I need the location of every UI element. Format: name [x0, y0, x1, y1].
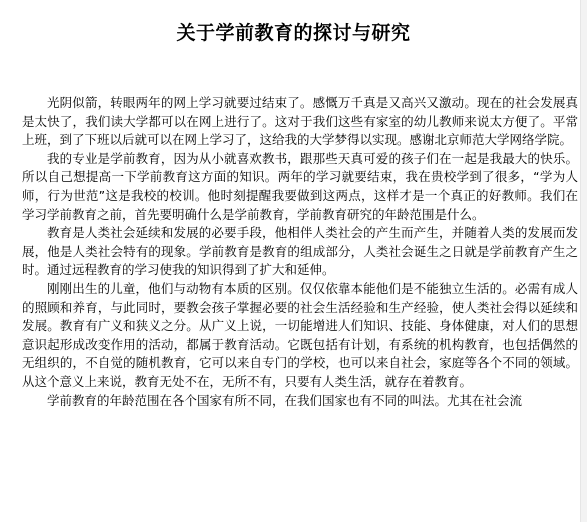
- page-edge: [580, 0, 587, 522]
- paragraph: 教育是人类社会延续和发展的必要手段，他相伴人类社会的产生而产生，并随着人类的发展而发展，他是人类社会特有的现象。学前教育是教育的组成部分，人类社会诞生之日就是学前教育产生之时。通过远程教育的学习使我的知识得到了扩大和延伸。: [22, 225, 578, 278]
- paragraph: 光阴似箭，转眼两年的网上学习就要过结束了。感慨万千真是又高兴又激动。现在的社会发展真是太快了，我们读大学都可以在网上进行了。这对于我们这些有家室的幼儿教师来说太方便了。平常上班，到了下班以后就可以在网上学习了，这给我的大学梦得以实现。感谢北京师范大学网络学院。: [22, 95, 578, 148]
- paragraph: 学前教育的年龄范围在各个国家有所不同，在我们国家也有不同的叫法。尤其在社会流: [47, 392, 523, 408]
- paragraph: 我的专业是学前教育，因为从小就喜欢教书，跟那些天真可爱的孩子们在一起是我最大的快乐。所以自己想提高一下学前教育这方面的知识。两年的学习就要结束，我在贵校学到了很多，“学为人师，行为世范”这是我校的校训。他时刻提醒我要做到这两点，这样才是一个真正的好教师。我们在学习学前教育之前，首先要明确什么是学前教育，学前教育研究的年龄范围是什么。: [22, 150, 578, 222]
- document-title: 关于学前教育的探讨与研究: [176, 22, 411, 44]
- document-body: [22, 94, 578, 410]
- paragraph: 刚刚出生的儿童，他们与动物有本质的区别。仅仅依靠本能他们是不能独立生活的。必需有成人的照顾和养育，与此同时，要教会孩子掌握必要的社会生活经验和生产经验，使人类社会得以延续和发展。教育有广义和狭义之分。从广义上说，一切能增进人们知识、技能、身体健康，对人们的思想意识起形成改变作用的活动，都属于教育活动。它既包括有计划，有系统的机构教育，也包括偶然的无组织的，不自觉的随机教育，它可以来自专门的学校，也可以来自社会，家庭等各个不同的领域。从这个意义上来说，教育无处不在，无所不有，只要有人类生活，就存在着教育。: [22, 280, 578, 389]
